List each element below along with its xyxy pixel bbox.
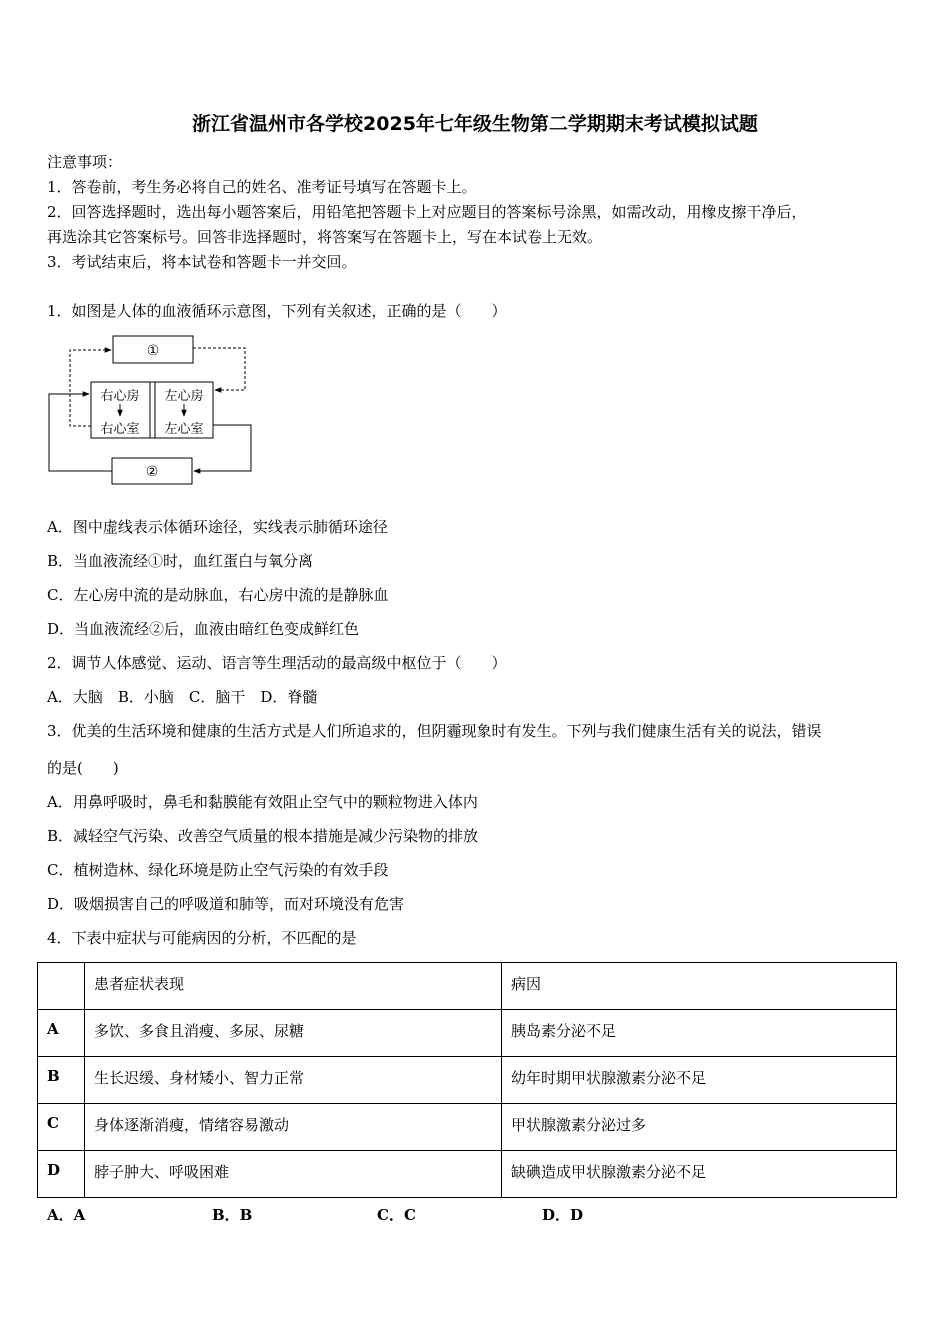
page-title: 浙江省温州市各学校2025年七年级生物第二学期期末考试模拟试题 — [192, 113, 758, 135]
q3-option-a: A．用鼻呼吸时，鼻毛和黏膜能有效阻止空气中的颗粒物进入体内 — [47, 793, 478, 811]
table-header-symptom: 患者症状表现 — [85, 963, 502, 1010]
notice-heading: 注意事项： — [47, 153, 123, 171]
row-cause: 缺碘造成甲状腺激素分泌不足 — [502, 1151, 897, 1198]
circulation-box-1-label: ① — [146, 343, 160, 359]
q3-option-d: D．吸烟损害自己的呼吸道和肺等，而对环境没有危害 — [47, 895, 405, 913]
table-row — [38, 1057, 897, 1104]
left-atrium-label: 左心房 — [164, 389, 204, 404]
notice-item-1: 1．答卷前，考生务必将自己的姓名、准考证号填写在答题卡上。 — [47, 178, 477, 196]
q1-option-c: C．左心房中流的是动脉血，右心房中流的是静脉血 — [47, 586, 389, 604]
circulation-diagram — [40, 330, 265, 492]
notice-item-2b: 再选涂其它答案标号。回答非选择题时，将答案写在答题卡上，写在本试卷上无效。 — [47, 228, 603, 246]
table-row — [38, 1010, 897, 1057]
circulation-box-2-label: ② — [145, 464, 159, 480]
q3-stem-line1: 3．优美的生活环境和健康的生活方式是人们所追求的，但阴霾现象时有发生。下列与我们健康生活有关的说法，错误 — [47, 722, 822, 740]
q4-option-b: B．B — [212, 1206, 253, 1224]
row-symptom: 多饮、多食且消瘦、多尿、尿糖 — [85, 1010, 502, 1057]
table-header-cause: 病因 — [502, 963, 897, 1010]
q4-stem: 4．下表中症状与可能病因的分析，不匹配的是 — [47, 929, 357, 947]
table-row — [38, 1104, 897, 1151]
left-ventricle-label: 左心室 — [164, 422, 204, 437]
q1-option-b: B．当血液流经①时，血红蛋白与氧分离 — [47, 552, 314, 570]
dashed-path-right — [193, 348, 245, 390]
notice-item-2a: 2．回答选择题时，选出每小题答案后，用铅笔把答题卡上对应题目的答案标号涂黑，如需改动，用橡皮擦干净后， — [47, 203, 807, 221]
q1-stem: 1．如图是人体的血液循环示意图，下列有关叙述，正确的是（ ） — [47, 302, 507, 320]
notice-item-3: 3．考试结束后，将本试卷和答题卡一并交回。 — [47, 253, 357, 271]
row-cause: 幼年时期甲状腺激素分泌不足 — [502, 1057, 897, 1104]
q1-option-d: D．当血液流经②后，血液由暗红色变成鲜红色 — [47, 620, 360, 638]
q3-option-b: B．减轻空气污染、改善空气质量的根本措施是减少污染物的排放 — [47, 827, 479, 845]
row-symptom: 生长迟缓、身材矮小、智力正常 — [85, 1057, 502, 1104]
q4-table — [37, 962, 897, 1198]
row-label: B — [38, 1057, 85, 1104]
table-header-row — [38, 963, 897, 1010]
q2-options: A．大脑 B．小脑 C．脑干 D．脊髓 — [47, 688, 318, 706]
right-atrium-label: 右心房 — [100, 389, 140, 404]
row-label: C — [38, 1104, 85, 1151]
q3-option-c: C．植树造林、绿化环境是防止空气污染的有效手段 — [47, 861, 389, 879]
right-ventricle-label: 右心室 — [100, 422, 140, 437]
row-cause: 胰岛素分泌不足 — [502, 1010, 897, 1057]
table-row — [38, 1151, 897, 1198]
row-label: A — [38, 1010, 85, 1057]
row-symptom: 脖子肿大、呼吸困难 — [85, 1151, 502, 1198]
q1-option-a: A．图中虚线表示体循环途径，实线表示肺循环途径 — [47, 518, 388, 536]
row-label: D — [38, 1151, 85, 1198]
q3-stem-line2: 的是( ) — [47, 759, 119, 777]
q4-option-a: A．A — [47, 1206, 86, 1224]
row-cause: 甲状腺激素分泌过多 — [502, 1104, 897, 1151]
q4-option-c: C．C — [377, 1206, 416, 1224]
q2-stem: 2．调节人体感觉、运动、语言等生理活动的最高级中枢位于（ ） — [47, 654, 507, 672]
row-symptom: 身体逐渐消瘦，情绪容易激动 — [85, 1104, 502, 1151]
table-header-label — [38, 963, 85, 1010]
q4-option-d: D．D — [542, 1206, 584, 1224]
